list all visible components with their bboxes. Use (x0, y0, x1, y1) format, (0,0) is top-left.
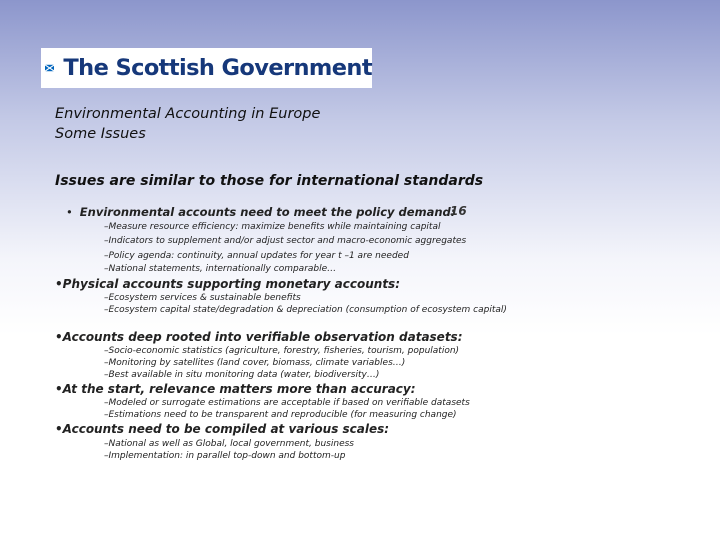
slide-subtitle: Issues are similar to those for international standards (55, 173, 484, 189)
list-item: –Ecosystem services & sustainable benefits (104, 293, 301, 303)
section-heading-physical-accounts: •Physical accounts supporting monetary accounts: (55, 277, 400, 291)
list-item: –National as well as Global, local government, business (104, 439, 354, 449)
list-item: –Implementation: in parallel top-down and bottom-up (104, 451, 346, 461)
title-line-2: Some Issues (55, 126, 146, 142)
list-item: –Estimations need to be transparent and reproducible (for measuring change) (104, 410, 457, 420)
list-item: –Indicators to supplement and/or adjust sector and macro-economic aggregates (104, 236, 467, 246)
list-item: –National statements, internationally comparable… (104, 264, 337, 274)
saltire-flag-icon (45, 55, 54, 81)
section-heading-policy-demand: • Environmental accounts need to meet the policy demand: (66, 205, 456, 219)
list-item: –Modeled or surrogate estimations are acceptable if based on verifiable datasets (104, 398, 470, 408)
slide-title (55, 104, 320, 144)
list-item: –Ecosystem capital state/degradation & depreciation (consumption of ecosystem capital) (104, 305, 507, 315)
list-item: –Monitoring by satellites (land cover, biomass, climate variables…) (104, 358, 406, 368)
title-line-1: Environmental Accounting in Europe (55, 106, 321, 122)
list-item: –Socio-economic statistics (agriculture, forestry, fisheries, tourism, population) (104, 346, 460, 356)
logo-text: The Scottish Government (63, 55, 372, 81)
list-item: –Measure resource efficiency: maximize benefits while maintaining capital (104, 222, 441, 232)
bullet-dot: • (66, 205, 73, 219)
list-item: –Best available in situ monitoring data (water, biodiversity…) (104, 370, 380, 380)
list-item: –Policy agenda: continuity, annual updates for year t –1 are needed (104, 251, 409, 261)
page-number: 16 (450, 204, 467, 218)
section-heading-scales: •Accounts need to be compiled at various scales: (55, 422, 390, 436)
section-heading-observation-datasets: •Accounts deep rooted into verifiable observation datasets: (55, 330, 463, 344)
scottish-government-logo (41, 48, 372, 88)
section-heading-relevance: •At the start, relevance matters more than accuracy: (55, 382, 416, 396)
